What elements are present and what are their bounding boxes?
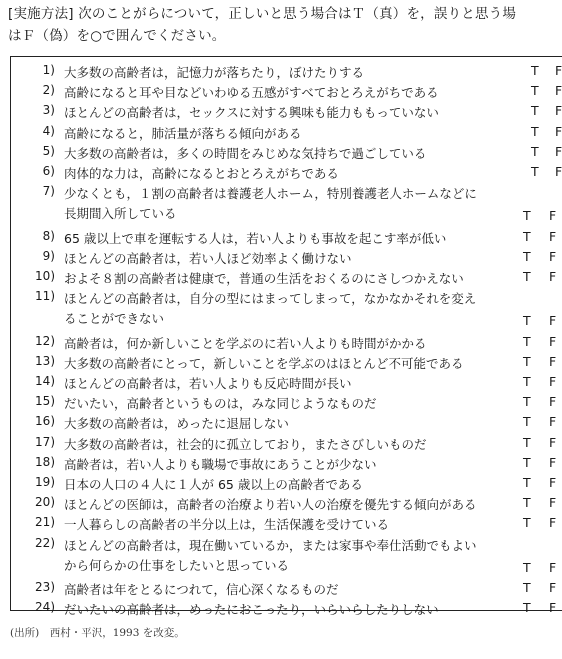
- true-option[interactable]: T: [531, 63, 539, 78]
- true-option[interactable]: T: [523, 333, 531, 349]
- true-option[interactable]: T: [531, 164, 539, 179]
- false-option[interactable]: F: [549, 580, 557, 595]
- question-number: 16): [35, 414, 55, 429]
- question-number: 6): [42, 164, 55, 178]
- question-text: ほとんどの医師は，高齢者の治療より若い人の治療を優先する傾向がある: [64, 497, 477, 513]
- false-option[interactable]: F: [549, 414, 557, 430]
- question-text: 大多数の高齢者にとって，新しいことを学ぶのはほとんど不可能である: [64, 355, 464, 371]
- question-text: およそ８割の高齢者は健康で，普通の生活をおくるのにさしつかえない: [64, 271, 464, 286]
- true-option[interactable]: T: [523, 248, 531, 264]
- true-option[interactable]: T: [523, 475, 531, 490]
- true-option[interactable]: T: [523, 269, 531, 284]
- true-option[interactable]: T: [523, 495, 531, 511]
- false-option[interactable]: F: [555, 103, 562, 119]
- question-text: 高齢者は，若い人よりも職場で事故にあうことが少ない: [64, 456, 377, 472]
- question-number: 1): [42, 63, 55, 77]
- question-number: 14): [35, 374, 55, 388]
- question-number: 24): [35, 600, 55, 615]
- question-number: 23): [35, 580, 55, 594]
- question-text: 大多数の高齢者は，めったに退屈しない: [64, 416, 289, 432]
- true-option[interactable]: T: [531, 83, 539, 99]
- false-option[interactable]: F: [549, 248, 557, 264]
- false-option[interactable]: F: [549, 333, 557, 349]
- true-option[interactable]: T: [523, 434, 531, 450]
- true-option[interactable]: T: [523, 414, 531, 430]
- question-text: 高齢になると耳や目などいわゆる五感がすべておとろえがちである: [64, 85, 439, 101]
- question-text: 肉体的な力は，高齢になるとおとろえがちである: [64, 166, 339, 181]
- question-number: 8): [42, 228, 55, 243]
- false-option[interactable]: F: [549, 313, 557, 329]
- question-text: ほとんどの高齢者は，現在働いているか，または家事や奉仕活動でもよい: [64, 537, 477, 553]
- true-option[interactable]: T: [523, 394, 531, 410]
- question-number: 2): [42, 83, 55, 98]
- question-text: 大多数の高齢者は，記憶力が落ちたり，ぼけたりする: [64, 65, 365, 80]
- question-text: ほとんどの高齢者は，若い人よりも反応時間が長い: [64, 376, 352, 391]
- question-number: 20): [35, 495, 55, 510]
- false-option[interactable]: F: [555, 123, 562, 139]
- false-option[interactable]: F: [555, 83, 562, 99]
- question-number: 17): [35, 434, 55, 449]
- question-text: 長期間入所している: [64, 206, 177, 222]
- false-option[interactable]: F: [549, 374, 557, 389]
- true-option[interactable]: T: [523, 313, 531, 329]
- true-option[interactable]: T: [523, 600, 531, 616]
- question-number: 3): [42, 103, 55, 118]
- question-number: 21): [35, 515, 55, 530]
- false-option[interactable]: F: [549, 559, 557, 575]
- source-note: (出所) 西村・平沢，1993 を改変。: [10, 627, 185, 639]
- false-option[interactable]: F: [549, 394, 557, 410]
- question-number: 18): [35, 454, 55, 469]
- true-option[interactable]: T: [531, 103, 539, 119]
- question-number: 19): [35, 475, 55, 489]
- true-option[interactable]: T: [523, 228, 531, 244]
- question-text: 65 歳以上で車を運転する人は，若い人よりも事故を起こす率が低い: [64, 230, 447, 246]
- question-number: 4): [42, 123, 55, 138]
- question-number: 13): [35, 353, 55, 368]
- false-option[interactable]: F: [549, 269, 557, 284]
- false-option[interactable]: F: [555, 63, 562, 78]
- question-text: 日本の人口の４人に１人が 65 歳以上の高齢者である: [64, 477, 363, 492]
- instructions: [8, 3, 516, 47]
- question-list-box: [10, 56, 562, 618]
- instructions-line-2: はＦ（偽）を○で囲んでください。: [8, 28, 226, 44]
- question-number: 11): [35, 289, 55, 304]
- true-option[interactable]: T: [531, 123, 539, 139]
- false-option[interactable]: F: [549, 454, 557, 470]
- true-option[interactable]: T: [523, 374, 531, 389]
- false-option[interactable]: F: [555, 164, 562, 179]
- question-text: 大多数の高齢者は，社会的に孤立しており，またさびしいものだ: [64, 436, 427, 452]
- true-option[interactable]: T: [523, 515, 531, 531]
- question-text: ほとんどの高齢者は，セックスに対する興味も能力ももっていない: [64, 105, 439, 121]
- true-option[interactable]: T: [523, 580, 531, 595]
- false-option[interactable]: F: [549, 208, 557, 224]
- question-text: 一人暮らしの高齢者の半分以上は，生活保護を受けている: [64, 517, 390, 533]
- false-option[interactable]: F: [549, 600, 557, 616]
- question-number: 10): [35, 269, 55, 283]
- instructions-line-1: [実施方法] 次のことがらについて，正しいと思う場合はＴ（真）を，誤りと思う場: [8, 6, 517, 22]
- true-option[interactable]: T: [523, 454, 531, 470]
- question-number: 12): [35, 333, 55, 348]
- question-text: 少なくとも，１割の高齢者は養護老人ホーム，特別養護老人ホームなどに: [64, 186, 477, 202]
- question-number: 7): [42, 184, 55, 199]
- true-option[interactable]: T: [523, 559, 531, 575]
- false-option[interactable]: F: [549, 475, 557, 490]
- question-text: から何らかの仕事をしたいと思っている: [64, 557, 290, 573]
- question-text: ることができない: [64, 311, 165, 327]
- question-number: 22): [35, 535, 55, 550]
- question-text: 高齢者は年をとるにつれて，信心深くなるものだ: [64, 582, 339, 597]
- false-option[interactable]: F: [549, 228, 557, 244]
- true-option[interactable]: T: [531, 143, 539, 159]
- false-option[interactable]: F: [549, 515, 557, 531]
- question-text: ほとんどの高齢者は，自分の型にはまってしまって，なかなかそれを変え: [64, 291, 477, 307]
- question-text: ほとんどの高齢者は，若い人ほど効率よく働けない: [64, 250, 352, 266]
- false-option[interactable]: F: [549, 353, 557, 369]
- question-text: 大多数の高齢者は，多くの時間をみじめな気持ちで過ごしている: [64, 145, 427, 161]
- question-text: 高齢者は，何か新しいことを学ぶのに若い人よりも時間がかかる: [64, 335, 427, 351]
- question-text: だいたい，高齢者というものは，みな同じようなものだ: [64, 396, 377, 412]
- true-option[interactable]: T: [523, 353, 531, 369]
- false-option[interactable]: F: [549, 434, 557, 450]
- question-text: だいたいの高齢者は，めったにおこったり，いらいらしたりしない: [64, 602, 439, 618]
- question-number: 9): [42, 248, 55, 263]
- question-text: 高齢になると，肺活量が落ちる傾向がある: [64, 125, 302, 141]
- false-option[interactable]: F: [555, 143, 562, 159]
- question-number: 15): [35, 394, 55, 409]
- false-option[interactable]: F: [549, 495, 557, 511]
- true-option[interactable]: T: [523, 208, 531, 224]
- question-number: 5): [42, 143, 55, 158]
